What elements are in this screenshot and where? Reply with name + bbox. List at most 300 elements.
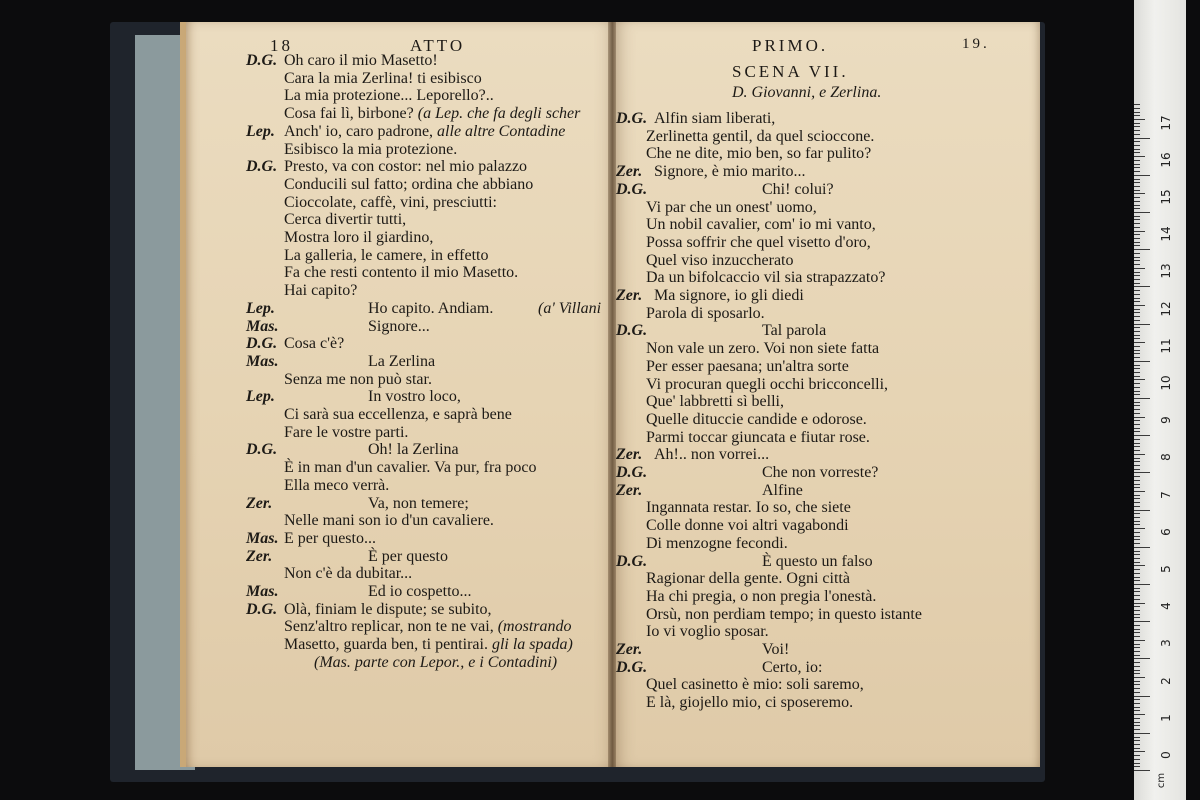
verse-line (284, 87, 494, 105)
indented-verse: Certo, io: (762, 658, 823, 676)
ruler-tick (1134, 450, 1140, 451)
ruler-tick (1134, 603, 1145, 604)
verse-text: Di menzogne fecondi. (646, 534, 788, 552)
verse-text: Da un bifolcaccio vil sia strapazzato? (646, 269, 886, 287)
verse-text: Ci sarà sua eccellenza, e saprà bene (284, 406, 512, 423)
verse-text: Que' labbretti sì belli, (646, 393, 784, 411)
ruler-tick (1134, 469, 1140, 470)
verse-line (646, 393, 784, 411)
verse-line (284, 158, 527, 176)
speaker-label: Zer. (616, 641, 643, 658)
scene-title: SCENA VII. (732, 62, 849, 81)
verse-line (284, 335, 344, 353)
ruler-tick (1134, 365, 1140, 366)
indented-verse: Oh! la Zerlina (368, 441, 459, 459)
ruler-tick (1134, 521, 1140, 522)
measuring-ruler (1134, 0, 1186, 800)
verse-text: Ha chi pregia, o non pregia l'onestà. (646, 587, 877, 605)
speaker-label: D.G. (246, 52, 278, 69)
verse-line (654, 287, 804, 305)
ruler-tick (1134, 472, 1150, 473)
verse-line (284, 459, 537, 477)
ruler-tick (1134, 126, 1140, 127)
verse-text: Signore, è mio marito... (654, 163, 806, 181)
stage-direction: (Mas. parte con Lepor., e i Contadini) (314, 653, 558, 671)
ruler-tick (1134, 391, 1140, 392)
verse-line (646, 340, 879, 358)
verse-text: Che ne dite, mio ben, so far pulito? (646, 145, 872, 163)
ruler-tick (1134, 632, 1140, 633)
verse-text: Per esser paesana; un'altra sorte (646, 357, 849, 375)
ruler-tick (1134, 614, 1140, 615)
ruler-tick (1134, 461, 1140, 462)
verse-line (284, 105, 580, 123)
verse-text: Conducili sul fatto; ordina che abbiano (284, 175, 534, 193)
verse-text: Esibisco la mia protezione. (284, 140, 458, 158)
verse-text: Mostra loro il giardino, (284, 229, 434, 246)
indented-verse: La Zerlina (368, 352, 436, 370)
ruler-tick (1134, 219, 1140, 220)
verse-line (284, 52, 438, 70)
ruler-label: 14 (1159, 226, 1173, 242)
ruler-tick (1134, 245, 1140, 246)
indented-verse: Voi! (762, 641, 790, 658)
ruler-tick (1134, 372, 1140, 373)
ruler-tick (1134, 748, 1140, 749)
stage-direction: (a Lep. che fa degli scher (417, 105, 581, 123)
verse-text: Ah!.. non vorrei... (654, 446, 770, 464)
ruler-tick (1134, 495, 1140, 496)
ruler-tick (1134, 506, 1140, 507)
ruler-tick (1134, 409, 1140, 410)
speaker-label: D.G. (246, 335, 278, 353)
ruler-tick (1134, 424, 1140, 425)
verse-text: Vi par che un onest' uomo, (646, 198, 817, 216)
ruler-tick (1134, 677, 1145, 678)
indented-verse: Ho capito. Andiam. (368, 299, 494, 317)
speaker-label: Zer. (616, 481, 643, 499)
ruler-tick (1134, 524, 1140, 525)
ruler-tick (1134, 387, 1140, 388)
ruler-tick (1134, 513, 1140, 514)
ruler-tick (1134, 361, 1150, 362)
verse-line (646, 269, 885, 287)
speaker-label: D.G. (616, 110, 648, 127)
verse-text: Zerlinetta gentil, da quel scioccone. (646, 127, 875, 145)
ruler-label: 6 (1159, 527, 1173, 536)
ruler-tick (1134, 167, 1140, 168)
ruler-tick (1134, 164, 1140, 165)
verse-line (646, 694, 853, 712)
verse-text: Alfin siam liberati, (654, 110, 776, 127)
scene-characters: D. Giovanni, e Zerlina. (732, 84, 882, 101)
ruler-tick (1134, 640, 1145, 641)
verse-line (646, 305, 765, 323)
verse-text: Cosa fai lì, birbone? (284, 105, 418, 123)
ruler-tick (1134, 431, 1140, 432)
ruler-tick (1134, 272, 1140, 273)
ruler-tick (1134, 714, 1145, 715)
ruler-tick (1134, 283, 1140, 284)
verse-line (646, 606, 922, 624)
ruler-tick (1134, 104, 1140, 105)
ruler-tick (1134, 625, 1140, 626)
ruler-tick (1134, 547, 1150, 548)
ruler-tick (1134, 298, 1140, 299)
verse-line (284, 123, 565, 141)
ruler-tick (1134, 130, 1140, 131)
verse-text: Non c'è da dubitar... (284, 565, 413, 583)
speaker-label: Mas. (246, 352, 279, 370)
ruler-tick (1134, 227, 1140, 228)
verse-text: Senz'altro replicar, non te ne vai, (284, 618, 498, 636)
running-head: ATTO (410, 36, 466, 55)
verse-text: Hai capito? (284, 282, 358, 300)
ruler-tick (1134, 629, 1140, 630)
ruler-tick (1134, 112, 1140, 113)
verse-text: Colle donne voi altri vagabondi (646, 517, 849, 535)
verse-line (646, 570, 850, 588)
ruler-tick (1134, 443, 1140, 444)
speaker-label: Zer. (246, 547, 273, 565)
ruler-tick (1134, 465, 1140, 466)
verse-line (284, 530, 376, 548)
ruler-tick (1134, 223, 1140, 224)
indented-verse: Che non vorreste? (762, 464, 879, 481)
ruler-tick (1134, 417, 1145, 418)
ruler-tick (1134, 554, 1140, 555)
stage-direction: (mostrando (497, 618, 572, 636)
ruler-tick (1134, 335, 1140, 336)
ruler-tick (1134, 662, 1140, 663)
ruler-tick (1134, 257, 1140, 258)
ruler-label: 8 (1159, 453, 1173, 462)
ruler-tick (1134, 617, 1140, 618)
indented-verse: È questo un falso (762, 552, 873, 570)
right-page (612, 22, 1040, 767)
ruler-tick (1134, 681, 1140, 682)
verse-line (284, 477, 389, 495)
ruler-tick (1134, 149, 1140, 150)
verse-line (284, 371, 432, 389)
ruler-tick (1134, 182, 1140, 183)
verse-text: Olà, finiam le dispute; se subito, (284, 600, 492, 618)
verse-line (646, 411, 867, 429)
ruler-tick (1134, 658, 1150, 659)
speaker-label: Mas. (246, 317, 279, 335)
verse-line (646, 199, 817, 217)
verse-text: Senza me non può star. (284, 370, 432, 388)
ruler-tick (1134, 338, 1140, 339)
verse-text: Fare le vostre parti. (284, 423, 409, 441)
verse-text: Ma signore, io gli diedi (654, 287, 804, 304)
verse-text: Quelle dituccie candide e odorose. (646, 410, 867, 428)
indented-verse: Chi! colui? (762, 180, 834, 198)
verse-line (284, 264, 518, 282)
verse-line (284, 176, 533, 194)
ruler-tick (1134, 305, 1145, 306)
ruler-tick (1134, 707, 1140, 708)
ruler-tick (1134, 439, 1140, 440)
verse-text: Parmi toccar giuncata e fiutar rose. (646, 428, 870, 446)
ruler-tick (1134, 763, 1140, 764)
ruler-tick (1134, 123, 1140, 124)
ruler-tick (1134, 197, 1140, 198)
verse-line (654, 446, 769, 464)
verse-text: Cerca divertir tutti, (284, 211, 407, 229)
ruler-tick (1134, 353, 1140, 354)
verse-line (646, 234, 871, 252)
ruler-tick (1134, 703, 1140, 704)
ruler-tick (1134, 134, 1140, 135)
verse-text: Anch' io, caro padrone, (284, 122, 438, 140)
verse-line (646, 376, 888, 394)
stage-direction: (a' Villani (538, 299, 602, 317)
ruler-tick (1134, 766, 1140, 767)
open-book (180, 22, 1040, 767)
ruler-tick (1134, 610, 1140, 611)
ruler-tick (1134, 231, 1145, 232)
ruler-tick (1134, 498, 1140, 499)
verse-line (284, 618, 572, 636)
stage-direction: gli la spada) (491, 636, 573, 654)
running-head: PRIMO. (752, 36, 829, 55)
speaker-label: D.G. (246, 441, 278, 459)
indented-verse: Va, non temere; (368, 494, 469, 512)
ruler-label: 11 (1159, 338, 1173, 354)
ruler-tick (1134, 275, 1140, 276)
ruler-tick (1134, 644, 1140, 645)
ruler-tick (1134, 309, 1140, 310)
verse-line (646, 588, 876, 606)
ruler-tick (1134, 242, 1140, 243)
speaker-label: D.G. (616, 322, 648, 340)
ruler-tick (1134, 569, 1140, 570)
ruler-tick (1134, 320, 1140, 321)
ruler-tick (1134, 193, 1145, 194)
verse-line (284, 141, 457, 159)
verse-line (284, 194, 497, 212)
verse-text: La mia protezione... Leporello?.. (284, 87, 494, 105)
speaker-label: Lep. (246, 388, 275, 406)
ruler-tick (1134, 357, 1140, 358)
ruler-tick (1134, 744, 1140, 745)
ruler-tick (1134, 119, 1145, 120)
ruler-label: 13 (1159, 263, 1173, 280)
ruler-label: 17 (1159, 114, 1173, 131)
indented-verse: Tal parola (762, 322, 827, 340)
indented-verse: È per questo (368, 547, 448, 565)
ruler-tick (1134, 156, 1145, 157)
verse-text: Presto, va con costor: nel mio palazzo (284, 158, 528, 176)
ruler-tick (1134, 573, 1140, 574)
ruler-tick (1134, 558, 1140, 559)
verse-line (284, 565, 412, 583)
ruler-tick (1134, 420, 1140, 421)
speaker-label: Zer. (616, 446, 643, 464)
verse-line (284, 247, 488, 265)
ruler-label: 4 (1159, 602, 1173, 611)
verse-text: Possa soffrir che quel visetto d'oro, (646, 233, 871, 251)
ruler-tick (1134, 205, 1140, 206)
verse-text: Quel casinetto è mio: soli saremo, (646, 676, 864, 694)
speaker-label: D.G. (616, 552, 648, 570)
verse-text: Parola di sposarlo. (646, 304, 765, 322)
ruler-label: 12 (1159, 300, 1173, 317)
ruler-tick (1134, 647, 1140, 648)
ruler-tick (1134, 487, 1140, 488)
ruler-tick (1134, 201, 1140, 202)
verse-line (646, 517, 849, 535)
speaker-label: D.G. (616, 180, 648, 198)
verse-line (654, 110, 775, 128)
verse-text: Non vale un zero. Voi non siete fatta (646, 340, 880, 358)
ruler-tick (1134, 190, 1140, 191)
page-number: 19. (962, 36, 990, 52)
ruler-label: 15 (1159, 189, 1173, 205)
ruler-tick (1134, 141, 1140, 142)
verse-text: Fa che resti contento il mio Masetto. (284, 264, 519, 282)
ruler-tick (1134, 651, 1140, 652)
ruler-tick (1134, 115, 1140, 116)
ruler-tick (1134, 294, 1140, 295)
speaker-label: Zer. (616, 287, 643, 304)
ruler-tick (1134, 398, 1150, 399)
ruler-label: 10 (1159, 375, 1173, 391)
ruler-label: 0 (1159, 751, 1173, 759)
ruler-tick (1134, 253, 1140, 254)
ruler-tick (1134, 491, 1145, 492)
ruler-tick (1134, 290, 1140, 291)
verse-line (654, 163, 806, 181)
ruler-label: 16 (1159, 152, 1173, 168)
ruler-tick (1134, 264, 1140, 265)
ruler-tick (1134, 458, 1140, 459)
ruler-tick (1134, 532, 1140, 533)
verse-line (314, 654, 557, 672)
speaker-label: D.G. (616, 464, 648, 481)
verse-text: Ella meco verrà. (284, 476, 390, 494)
verse-line (284, 282, 357, 300)
ruler-tick (1134, 238, 1140, 239)
ruler-tick (1134, 606, 1140, 607)
ruler-tick (1134, 476, 1140, 477)
ruler-tick (1134, 759, 1140, 760)
ruler-tick (1134, 301, 1140, 302)
verse-text: Cara la mia Zerlina! ti esibisco (284, 69, 482, 87)
ruler-tick (1134, 584, 1150, 585)
verse-text: Cioccolate, caffè, vini, presciutti: (284, 193, 497, 211)
ruler-label: 3 (1159, 639, 1173, 648)
ruler-tick (1134, 376, 1140, 377)
speaker-label: D.G. (246, 600, 278, 618)
ruler-tick (1134, 208, 1140, 209)
ruler-tick (1134, 591, 1140, 592)
ruler-tick (1134, 286, 1150, 287)
speaker-label: Lep. (246, 122, 275, 140)
ruler-tick (1134, 342, 1145, 343)
indented-verse: Ed io cospetto... (368, 583, 472, 600)
stage-direction: alle altre Contadine (437, 122, 566, 140)
verse-line (646, 358, 849, 376)
ruler-label: 7 (1159, 490, 1173, 499)
ruler-tick (1134, 599, 1140, 600)
ruler-tick (1134, 279, 1140, 280)
ruler-tick (1134, 179, 1140, 180)
verse-line (646, 145, 871, 163)
ruler-tick (1134, 673, 1140, 674)
ruler-tick (1134, 536, 1140, 537)
ruler-tick (1134, 562, 1140, 563)
ruler-tick (1134, 331, 1140, 332)
ruler-tick (1134, 394, 1140, 395)
ruler-tick (1134, 710, 1140, 711)
left-page (180, 22, 618, 767)
ruler-tick (1134, 108, 1140, 109)
verse-line (646, 252, 794, 270)
speaker-label: D.G. (616, 658, 648, 676)
ruler-tick (1134, 666, 1140, 667)
ruler-tick (1134, 580, 1140, 581)
verse-text: Cosa c'è? (284, 335, 345, 353)
ruler-tick (1134, 175, 1150, 176)
ruler-tick (1134, 729, 1140, 730)
verse-line (646, 623, 769, 641)
ruler-tick (1134, 368, 1140, 369)
speaker-label: D.G. (246, 158, 278, 176)
ruler-tick (1134, 770, 1150, 771)
ruler-tick (1134, 528, 1145, 529)
verse-text: E là, giojello mio, ci sposeremo. (646, 694, 854, 712)
verse-line (646, 128, 874, 146)
speaker-label: Zer. (246, 494, 273, 512)
verse-line (284, 211, 406, 229)
verse-line (284, 406, 512, 424)
ruler-tick (1134, 480, 1140, 481)
ruler-tick (1134, 502, 1140, 503)
ruler-tick (1134, 186, 1140, 187)
ruler-tick (1134, 216, 1140, 217)
ruler-tick (1134, 145, 1140, 146)
verse-text: E per questo... (284, 529, 376, 547)
indented-verse: Signore... (368, 317, 430, 335)
ruler-tick (1134, 379, 1145, 380)
speaker-label: Lep. (246, 299, 275, 317)
ruler-tick (1134, 249, 1150, 250)
verse-text: Ingannata restar. Io so, che siete (646, 499, 851, 517)
ruler-tick (1134, 234, 1140, 235)
verse-text: Oh caro il mio Masetto! (284, 52, 438, 69)
ruler-tick (1134, 722, 1140, 723)
verse-line (646, 429, 870, 447)
verse-line (284, 229, 433, 247)
ruler-tick (1134, 688, 1140, 689)
verse-text: Quel viso inzuccherato (646, 251, 794, 269)
ruler-tick (1134, 212, 1150, 213)
ruler-tick (1134, 152, 1140, 153)
ruler-tick (1134, 312, 1140, 313)
ruler-tick (1134, 539, 1140, 540)
ruler-tick (1134, 751, 1145, 752)
ruler-tick (1134, 543, 1140, 544)
ruler-tick (1134, 324, 1150, 325)
ruler-tick (1134, 446, 1140, 447)
ruler-tick (1134, 577, 1140, 578)
ruler-tick (1134, 670, 1140, 671)
ruler-label: 9 (1159, 416, 1173, 425)
ruler-tick (1134, 699, 1140, 700)
ruler-tick (1134, 755, 1140, 756)
